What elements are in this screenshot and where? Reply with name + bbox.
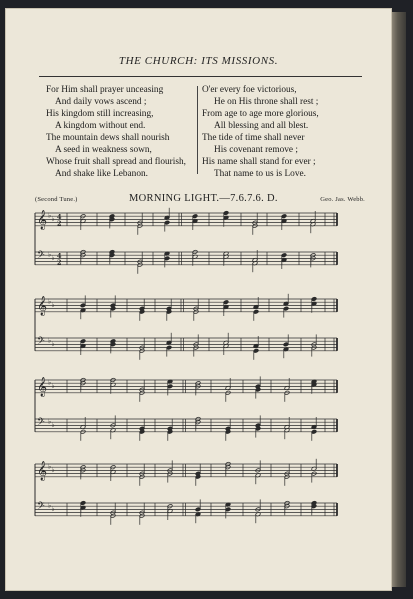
flat-sign: ♭ <box>48 297 52 306</box>
verse-line: A seed in weakness sown, <box>55 145 152 155</box>
verse-line: A kingdom without end. <box>55 121 146 131</box>
tune-meter-note: (Second Tune.) <box>35 196 78 203</box>
flat-sign: ♭ <box>48 462 52 471</box>
flat-sign: ♭ <box>51 504 55 513</box>
tune-title: MORNING LIGHT.—7.6.7.6. D. <box>129 193 278 204</box>
treble-clef: 𝄞 <box>37 210 48 231</box>
flat-sign: ♭ <box>51 420 55 429</box>
music-score <box>5 8 392 591</box>
bass-clef: 𝄢 <box>37 499 45 514</box>
bass-clef: 𝄢 <box>37 415 45 430</box>
verse-line: Whose fruit shall spread and flourish, <box>46 157 186 167</box>
verse-line: His covenant remove ; <box>214 145 298 155</box>
verse-line: From age to age more glorious, <box>202 109 319 119</box>
verse-line: His name shall stand for ever ; <box>202 157 316 167</box>
verse-line: For Him shall prayer unceasing <box>46 85 164 95</box>
flat-sign: ♭ <box>51 300 55 309</box>
verse-line: And shake like Lebanon. <box>55 169 148 179</box>
flat-sign: ♭ <box>48 378 52 387</box>
verse-line: All blessing and all blest. <box>214 121 309 131</box>
flat-sign: ♭ <box>51 339 55 348</box>
flat-sign: ♭ <box>48 417 52 426</box>
bass-clef: 𝄢 <box>37 334 45 349</box>
time-signature: 2 <box>57 258 62 267</box>
book-spine-edge <box>392 12 406 587</box>
treble-clef: 𝄞 <box>37 296 48 317</box>
flat-sign: ♭ <box>51 214 55 223</box>
verse-line: He on His throne shall rest ; <box>214 97 319 107</box>
flat-sign: ♭ <box>48 250 52 259</box>
flat-sign: ♭ <box>48 501 52 510</box>
running-title: THE CHURCH: ITS MISSIONS. <box>118 55 279 67</box>
verse-line: O'er every foe victorious, <box>202 85 297 95</box>
time-signature: 4 <box>57 213 62 222</box>
flat-sign: ♭ <box>48 211 52 220</box>
verse-line: That name to us is Love. <box>214 169 306 179</box>
bass-clef: 𝄢 <box>37 248 45 263</box>
verse-line: His kingdom still increasing, <box>46 109 154 119</box>
time-signature: 4 <box>57 252 62 261</box>
verse-line: The tide of time shall never <box>202 133 305 143</box>
composer: Geo. Jas. Webb. <box>320 196 365 203</box>
flat-sign: ♭ <box>51 253 55 262</box>
time-signature: 2 <box>57 219 62 228</box>
flat-sign: ♭ <box>51 381 55 390</box>
verse-line: And daily vows ascend ; <box>55 97 147 107</box>
verse-line: The mountain dews shall nourish <box>46 133 170 143</box>
book-page <box>5 8 392 591</box>
treble-clef: 𝄞 <box>37 377 48 398</box>
flat-sign: ♭ <box>48 336 52 345</box>
treble-clef: 𝄞 <box>37 461 48 482</box>
flat-sign: ♭ <box>51 465 55 474</box>
